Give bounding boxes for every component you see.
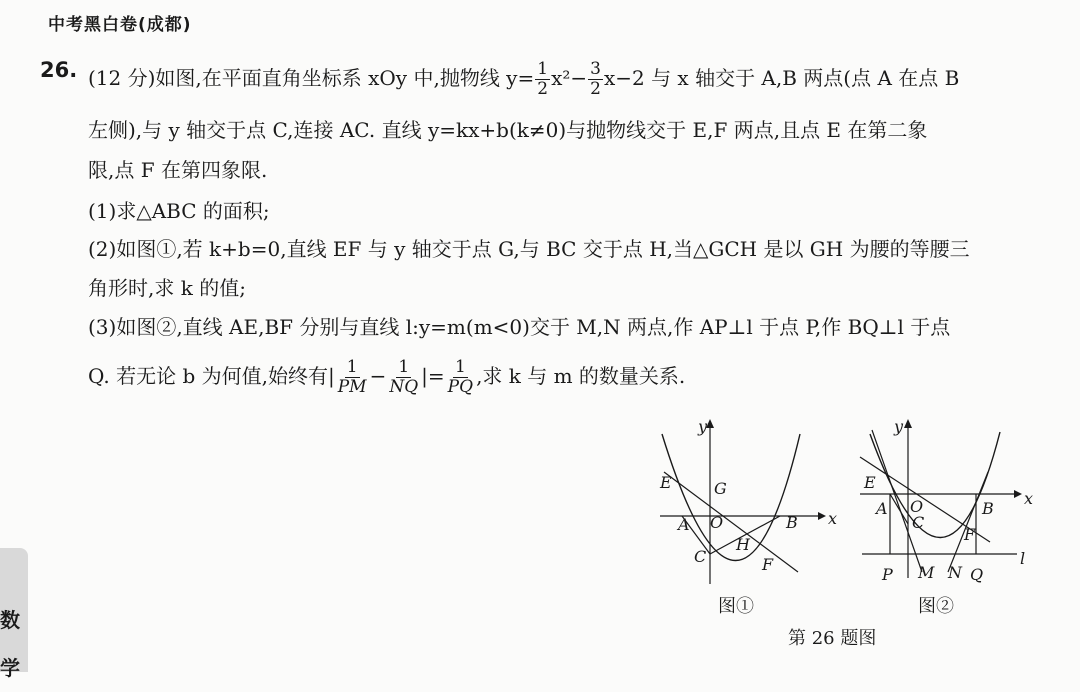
frac-numerator: 1 (346, 357, 358, 377)
text-segment: x−2 与 x 轴交于 A,B 两点(点 A 在点 B (603, 66, 960, 90)
question-number: 26. (40, 58, 78, 82)
text-segment: ,求 k 与 m 的数量关系. (476, 364, 686, 388)
question-part-2-line-1: (2)如图①,若 k+b=0,直线 EF 与 y 轴交于点 G,与 BC 交于点 H,当△GCH 是以 GH 为腰的等腰三 (88, 237, 970, 261)
figures-caption: 第 26 题图 (788, 628, 877, 649)
label-b: B (786, 513, 798, 532)
label-p: P (882, 565, 893, 584)
fraction-1-over-pm (336, 358, 369, 397)
frac-numerator: 1 (537, 59, 549, 79)
label-o: O (710, 513, 724, 532)
label-n: N (948, 563, 962, 582)
question-line-3: 限,点 F 在第四象限. (88, 158, 268, 182)
label-q: Q (970, 565, 984, 584)
frac-denominator: PM (337, 377, 367, 397)
figure-2-caption: 图② (918, 596, 954, 617)
x-axis-arrow (818, 512, 826, 520)
label-l: l (1020, 549, 1026, 568)
figure-1 (650, 412, 850, 591)
fraction-1-over-pq (446, 358, 475, 397)
label-y: y (698, 417, 708, 436)
question-line-1 (88, 60, 959, 99)
label-y: y (894, 417, 904, 436)
line-bf (948, 472, 988, 572)
side-tab-char: 学 (0, 656, 20, 680)
book-header: 中考黑白卷(成都) (48, 15, 192, 35)
label-f: F (964, 525, 976, 544)
label-c: C (912, 513, 925, 532)
x-axis-arrow (1014, 490, 1022, 498)
label-f: F (762, 555, 774, 574)
text-segment: |= (421, 364, 445, 388)
fraction-three-halves (588, 60, 603, 99)
frac-numerator: 1 (398, 357, 410, 377)
label-c: C (694, 547, 707, 566)
y-axis-arrow (706, 419, 714, 428)
frac-numerator: 1 (454, 357, 466, 377)
label-x: x (828, 509, 838, 528)
question-part-3-line-1: (3)如图②,直线 AE,BF 分别与直线 l:y=m(m<0)交于 M,N 两点,作 AP⊥l 于点 P,作 BQ⊥l 于点 (88, 315, 951, 339)
label-h: H (736, 535, 750, 554)
parabola (662, 434, 800, 561)
side-tab-text (0, 596, 24, 692)
text-segment: Q. 若无论 b 为何值,始终有| (88, 364, 335, 388)
frac-denominator: PQ (447, 377, 474, 397)
label-e: E (864, 473, 876, 492)
frac-numerator: 3 (590, 59, 601, 79)
y-axis-arrow (904, 419, 912, 428)
frac-denominator: 2 (537, 79, 549, 99)
side-tab-char: 数 (0, 608, 20, 632)
label-a: A (876, 499, 888, 518)
fraction-one-half (535, 60, 550, 99)
figure-1-caption: 图① (718, 596, 754, 617)
text-segment: x²− (551, 66, 588, 90)
text-segment: − (369, 364, 387, 388)
fraction-1-over-nq (387, 358, 420, 397)
label-b: B (982, 499, 994, 518)
label-a: A (678, 515, 690, 534)
question-part-1: (1)求△ABC 的面积; (88, 199, 270, 223)
frac-denominator: NQ (389, 377, 419, 397)
label-g: G (714, 479, 727, 498)
label-o: O (910, 497, 924, 516)
question-part-3-line-2 (88, 358, 685, 397)
question-line-2: 左侧),与 y 轴交于点 C,连接 AC. 直线 y=kx+b(k≠0)与抛物线交于 E,F 两点,且点 E 在第二象 (88, 118, 928, 142)
question-part-2-line-2: 角形时,求 k 的值; (88, 276, 246, 300)
text-segment: (12 分)如图,在平面直角坐标系 xOy 中,抛物线 y= (88, 66, 535, 90)
label-m: M (918, 563, 935, 582)
label-e: E (660, 473, 672, 492)
figure-2 (852, 412, 1047, 591)
label-x: x (1024, 489, 1034, 508)
frac-denominator: 2 (590, 79, 601, 99)
